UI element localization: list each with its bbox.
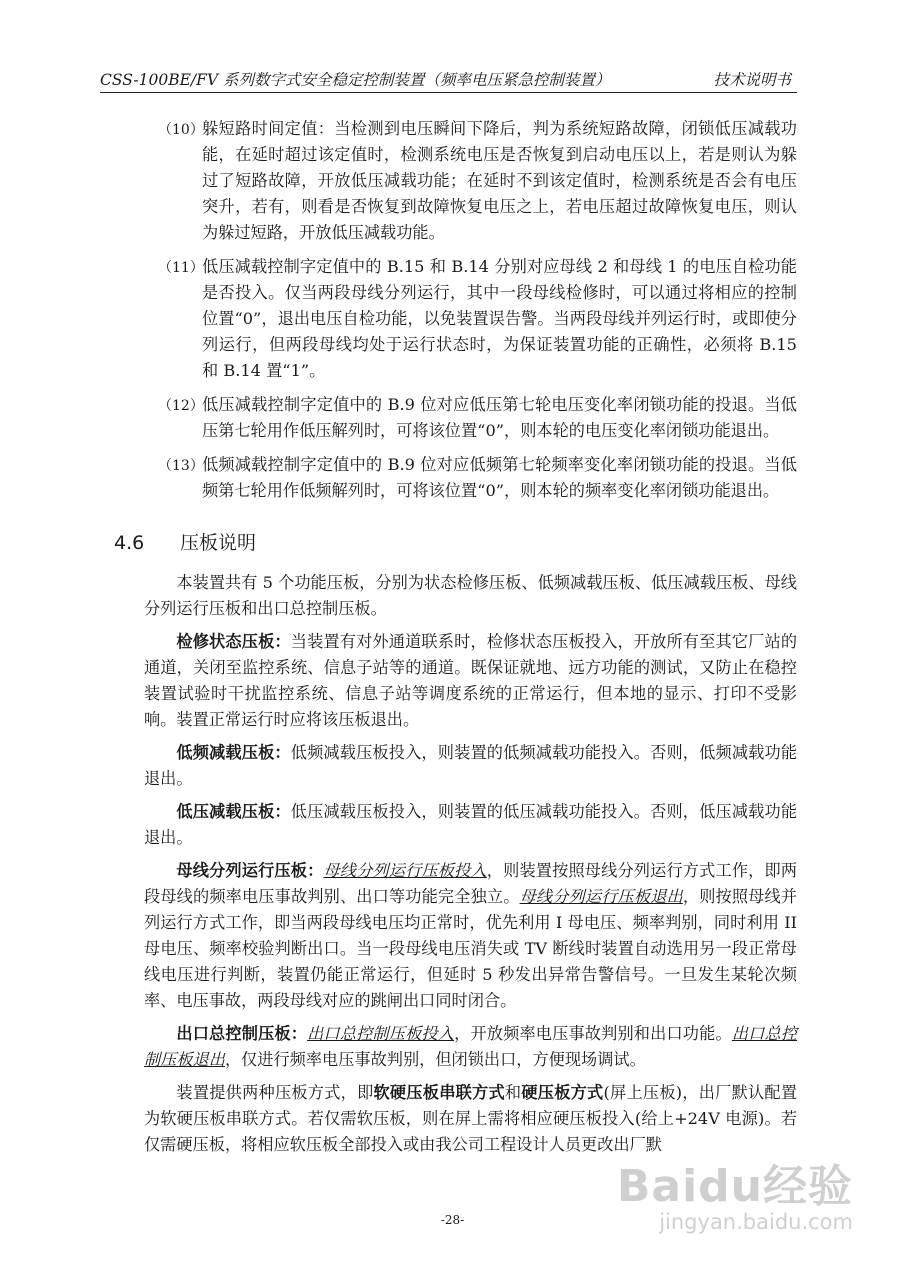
plate-mode-paragraph bbox=[144, 1080, 797, 1158]
term-label: 低频减载压板： bbox=[176, 743, 291, 762]
item-text: 低频减载控制字定值中的 B.9 位对应低频第七轮频率变化率闭锁功能的投退。当低频第七轮用作低频解列时，可将该位置“0”，则本轮的频率变化率闭锁功能退出。 bbox=[202, 455, 797, 500]
page-body bbox=[106, 116, 797, 1165]
item-text: 低压减载控制字定值中的 B.9 位对应低压第七轮电压变化率闭锁功能的投退。当低压第七轮用作低压解列时，可将该位置“0”，则本轮的电压变化率闭锁功能退出。 bbox=[202, 395, 797, 440]
item-number: （10） bbox=[158, 122, 204, 138]
intro-paragraph: 本装置共有 5 个功能压板，分别为状态检修压板、低频减载压板、低压减载压板、母线分列运行压板和出口总控制压板。 bbox=[144, 573, 797, 618]
paragraph-text: 和 bbox=[504, 1083, 522, 1102]
paragraph-text: (屏上压板)，出厂默认配置为软硬压板串联方式。若仅需软压板，则在屏上需将相应硬压板投入(给上+24V 电源)。若仅需硬压板，将相应软压板全部投入或由我公司工程设计人员更改出厂默 bbox=[144, 1083, 798, 1154]
section-heading bbox=[114, 530, 797, 556]
underlined-term: 出口总控制压板投入 bbox=[307, 1024, 455, 1043]
list-item bbox=[106, 452, 797, 504]
bold-term: 软硬压板串联方式 bbox=[373, 1083, 505, 1102]
term-label: 出口总控制压板： bbox=[176, 1024, 308, 1043]
bold-term: 硬压板方式 bbox=[521, 1083, 604, 1102]
paragraph-text: 低频减载压板投入，则装置的低频减载功能投入。否则，低频减载功能退出。 bbox=[144, 743, 798, 788]
item-text: 低压减载控制字定值中的 B.15 和 B.14 分别对应母线 2 和母线 1 的电压自检功能是否投入。仅当两段母线分列运行，其中一段母线检修时，可以通过将相应的控制位置“0”，退出电压自检功能，以免装置误告警。当两段母线并列运行时，或即使分列运行，但两段母线均处于运行状态时，为保证装置功能的正确性，必须将 B.15 和 B.14 置“1”。 bbox=[202, 257, 797, 380]
paragraph-text: ，开放频率电压事故判别和出口功能。 bbox=[454, 1024, 732, 1043]
list-item bbox=[106, 392, 797, 444]
page-number: -28- bbox=[440, 1213, 465, 1227]
underlined-term: 出口总控制压板退出 bbox=[144, 1024, 798, 1069]
paragraph-text: 当装置有对外通道联系时，检修状态压板投入，开放所有至其它厂站的通道，关闭至监控系统、信息子站等的通道。既保证就地、远方功能的测试，又防止在稳控装置试验时干扰监控系统、信息子站等调度系统的正常运行，但本地的显示、打印不受影响。装置正常运行时应将该压板退出。 bbox=[144, 632, 798, 729]
underlined-term: 母线分列运行压板退出 bbox=[519, 887, 683, 906]
term-label: 低压减载压板： bbox=[176, 802, 291, 821]
bus-split-paragraph bbox=[144, 858, 797, 1014]
item-number: （12） bbox=[158, 398, 204, 414]
term-label: 母线分列运行压板： bbox=[176, 861, 324, 880]
item-number: （13） bbox=[158, 458, 204, 474]
exit-control-paragraph bbox=[144, 1021, 797, 1073]
header-document-title: CSS-100BE/FV 系列数字式安全稳定控制装置（频率电压紧急控制装置） bbox=[100, 71, 611, 89]
term-label: 检修状态压板： bbox=[176, 632, 291, 651]
item-number: （11） bbox=[158, 260, 204, 276]
paragraph-text: ，则按照母线并列运行方式工作，即当两段母线电压均正常时，优先利用 I 母电压、频率判别，同时利用 II 母电压、频率校验判断出口。当一段母线电压消失或 TV 断线时装置自动选用另一段正常母线电压进行判断，装置仍能正常运行，但延时 5 秒发出异常告警信号。一旦发生某轮次频率、电压事故，两段母线对应的跳闸出口同时闭合。 bbox=[144, 887, 798, 1010]
paragraph-text: 低压减载压板投入，则装置的低压减载功能投入。否则，低压减载功能退出。 bbox=[144, 802, 798, 847]
underlined-term: 母线分列运行压板投入 bbox=[323, 861, 487, 880]
watermark-url: jingyan.baidu.com bbox=[659, 1210, 853, 1234]
maintenance-paragraph bbox=[144, 629, 797, 733]
paragraph-text: ，仅进行频率电压事故判别，但闭锁出口，方便现场调试。 bbox=[224, 1050, 646, 1069]
watermark-logo: Baidu经验 bbox=[616, 1161, 853, 1212]
paragraph-text: ，则装置按照母线分列运行方式工作，即两段母线的频率电压事故判别、出口等功能完全独立。 bbox=[144, 861, 798, 906]
list-item bbox=[106, 116, 797, 246]
low-voltage-paragraph bbox=[144, 799, 797, 851]
list-item bbox=[106, 254, 797, 384]
paragraph-text: 装置提供两种压板方式，即 bbox=[176, 1083, 374, 1102]
header-doc-type: 技术说明书 bbox=[713, 71, 791, 89]
low-frequency-paragraph bbox=[144, 740, 797, 792]
item-text: 躲短路时间定值：当检测到电压瞬间下降后，判为系统短路故障，闭锁低压减载功能，在延时超过该定值时，检测系统电压是否恢复到启动电压以上，若是则认为躲过了短路故障，开放低压减载功能；在延时不到该定值时，检测系统是否会有电压突升，若有，则看是否恢复到故障恢复电压之上，若电压超过故障恢复电压，则认为躲过短路，开放低压减载功能。 bbox=[202, 119, 797, 242]
section-number: 4.6 bbox=[114, 532, 145, 554]
section-title: 压板说明 bbox=[180, 532, 257, 554]
page-header bbox=[100, 66, 797, 93]
